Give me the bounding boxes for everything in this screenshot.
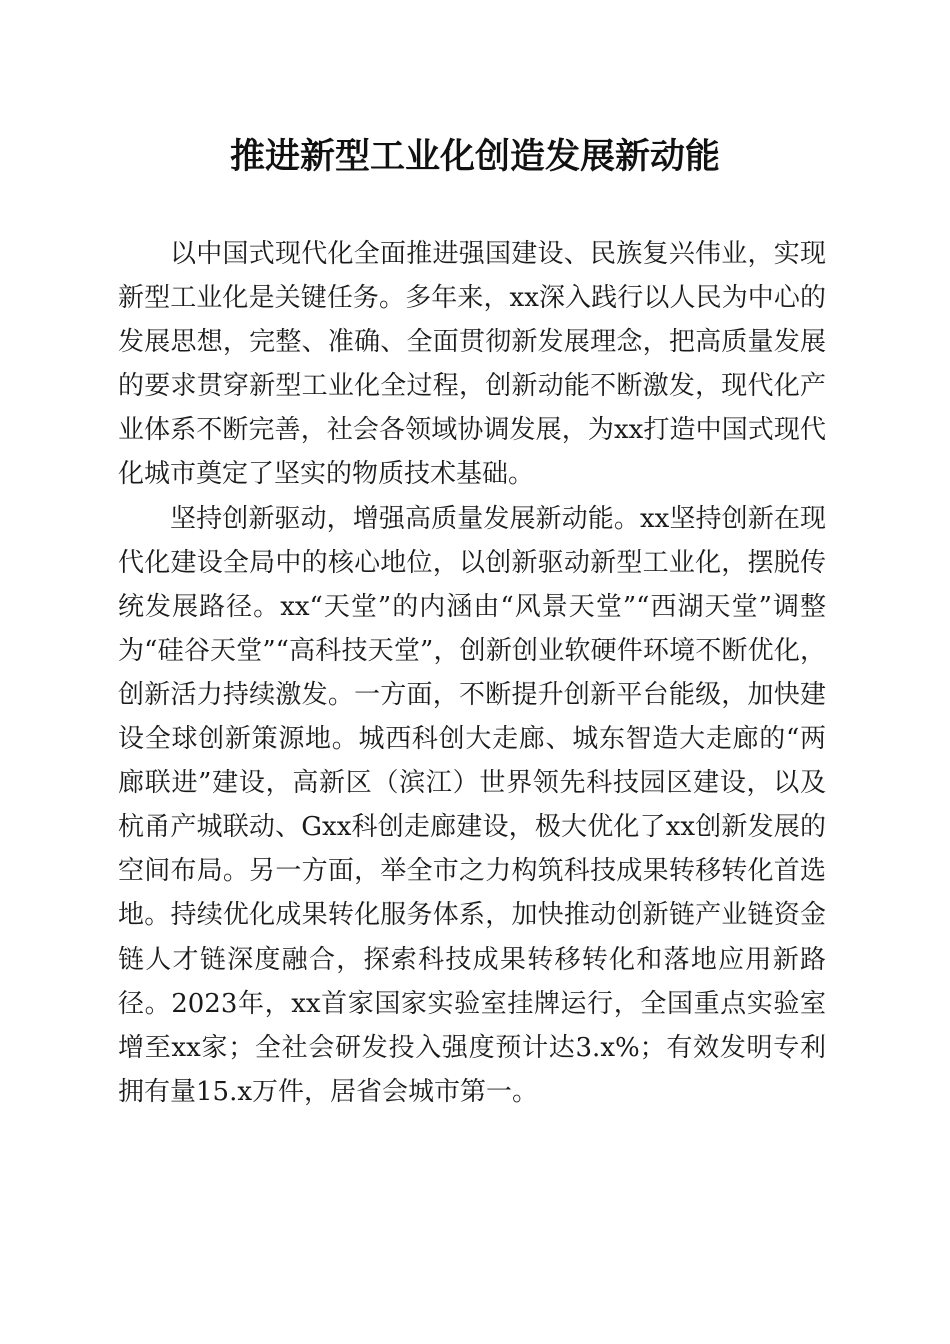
- paragraph-intro: 以中国式现代化全面推进强国建设、民族复兴伟业，实现新型工业化是关键任务。多年来，xx深入践行以人民为中心的发展思想，完整、准确、全面贯彻新发展理念，把高质量发展的要求贯穿新型工业化全过程，创新动能不断激发，现代化产业体系不断完善，社会各领域协调发展，为xx打造中国式现代化城市奠定了坚实的物质技术基础。: [118, 239, 826, 490]
- document-body: [118, 232, 826, 1114]
- paragraph-innovation: 坚持创新驱动，增强高质量发展新动能。xx坚持创新在现代化建设全局中的核心地位，以创新驱动新型工业化，摆脱传统发展路径。xx“天堂”的内涵由“风景天堂”“西湖天堂”调整为“硅谷天堂”“高科技天堂”，创新创业软硬件环境不断优化，创新活力持续激发。一方面，不断提升创新平台能级，加快建设全球创新策源地。城西科创大走廊、城东智造大走廊的“两廊联进”建设，高新区（滨江）世界领先科技园区建设，以及杭甬产城联动、Gxx科创走廊建设，极大优化了xx创新发展的空间布局。另一方面，举全市之力构筑科技成果转移转化首选地。持续优化成果转化服务体系，加快推动创新链产业链资金链人才链深度融合，探索科技成果转移转化和落地应用新路径。2023年，xx首家国家实验室挂牌运行，全国重点实验室增至xx家；全社会研发投入强度预计达3.x%；有效发明专利拥有量15.x万件，居省会城市第一。: [118, 503, 826, 1107]
- document-title: 推进新型工业化创造发展新动能: [229, 136, 720, 177]
